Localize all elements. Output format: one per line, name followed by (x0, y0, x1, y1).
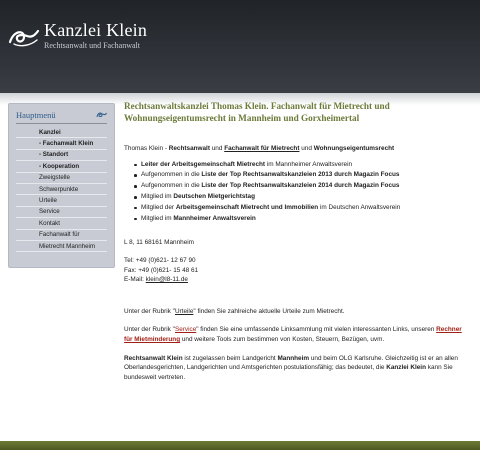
urteile-link[interactable]: Urteile (174, 307, 194, 315)
swirl-logo-icon (8, 26, 40, 48)
swirl-ornament-icon (96, 111, 107, 119)
intro-text: Thomas Klein - Rechtsanwalt und Fachanwalt für Mietrecht und Wohnungseigentumsrecht (124, 145, 395, 152)
sidebar-title: Hauptmenü (16, 110, 56, 120)
footer-bar (0, 441, 480, 450)
sidebar-item-kanzlei[interactable]: Kanzlei (16, 127, 107, 138)
site-header (0, 0, 480, 93)
rechner-link[interactable]: Rechner (436, 326, 462, 334)
sidebar-item-zweigstelle[interactable]: Zweigstelle (16, 173, 107, 184)
sidebar-item-fachanwalt-klein[interactable]: - Fachanwalt Klein (16, 138, 107, 149)
list-item: Mitglied im Deutschen Mietgerichtstag (133, 192, 469, 203)
list-item: Mitglied im Mannheimer Anwaltsverein (133, 214, 469, 225)
list-item: Leiter der Arbeitsgemeinschaft Mietrecht im Mannheimer Anwaltsverein (133, 160, 469, 171)
email-line: E-Mail: klein@l8-11.de (124, 276, 188, 284)
address: L 8, 11 68161 Mannheim (124, 239, 194, 247)
qualification-list (133, 160, 469, 225)
sidebar-header (16, 110, 107, 124)
logo[interactable] (8, 20, 147, 51)
sidebar-item-fachanwalt-für[interactable]: Fachanwalt für (16, 230, 107, 241)
main-content (124, 100, 469, 382)
fax-number: Fax: +49 (0)621- 15 48 61 (124, 266, 199, 274)
list-item: Aufgenommen in die Liste der Top Rechtsanwaltskanzleien 2013 durch Magazin Focus (133, 170, 469, 181)
service-link[interactable]: Service (174, 326, 197, 334)
email-link[interactable]: klein@l8-11.de (145, 276, 188, 284)
sidebar-item-service[interactable]: Service (16, 207, 107, 218)
sidebar-item-standort[interactable]: - Standort (16, 150, 107, 161)
site-subtitle: Rechtsanwalt und Fachanwalt (44, 41, 140, 50)
site-title: Kanzlei Klein (44, 20, 148, 40)
sidebar-item-kooperation[interactable]: - Kooperation (16, 161, 107, 172)
phone-number: Tel: +49 (0)621- 12 67 90 (124, 256, 196, 264)
list-item: Mitglied der Arbeitsgemeinschaft Mietrecht und Immobilien im Deutschen Anwaltsverein (133, 203, 469, 214)
zulassung-text: Rechtsanwalt Klein ist zugelassen beim Landgericht Mannheim und beim OLG Karlsruhe. Gleichzeitig ist er an allen Oberlandesgerichten, Landgerichten und Amtsgerichten postulationsfähig; das bedeutet, die Kanzlei Klein kann Sie bundesweit vertreten. (124, 354, 458, 381)
sidebar (8, 103, 115, 268)
page-title: Rechtsanwaltskanzlei Thomas Klein. Fachanwalt für Mietrecht und Wohnungseigentumsrecht in Mannheim und Gorxheimertal (124, 101, 390, 123)
sidebar-item-schwerpunkte[interactable]: Schwerpunkte (16, 184, 107, 195)
sidebar-nav (16, 127, 107, 252)
service-text: Unter der Rubrik "Service" finden Sie eine umfassende Linksammlung mit vielen interessanten Links, unseren Rechner für Mietminderung und weitere Tools zum bestimmen von Kosten, Steuern, Bezügen, uvm. (124, 326, 462, 343)
sidebar-item-mietrecht-mannheim[interactable]: Mietrecht Mannheim (16, 241, 107, 252)
list-item: Aufgenommen in die Liste der Top Rechtsanwaltskanzleien 2014 durch Magazin Focus (133, 181, 469, 192)
urteile-text: Unter der Rubrik "Urteile" finden Sie zahlreiche aktuelle Urteile zum Mietrecht. (124, 307, 345, 315)
sidebar-item-kontakt[interactable]: Kontakt (16, 218, 107, 229)
mietminderung-link[interactable]: für Mietminderung (124, 335, 181, 343)
sidebar-item-urteile[interactable]: Urteile (16, 195, 107, 206)
